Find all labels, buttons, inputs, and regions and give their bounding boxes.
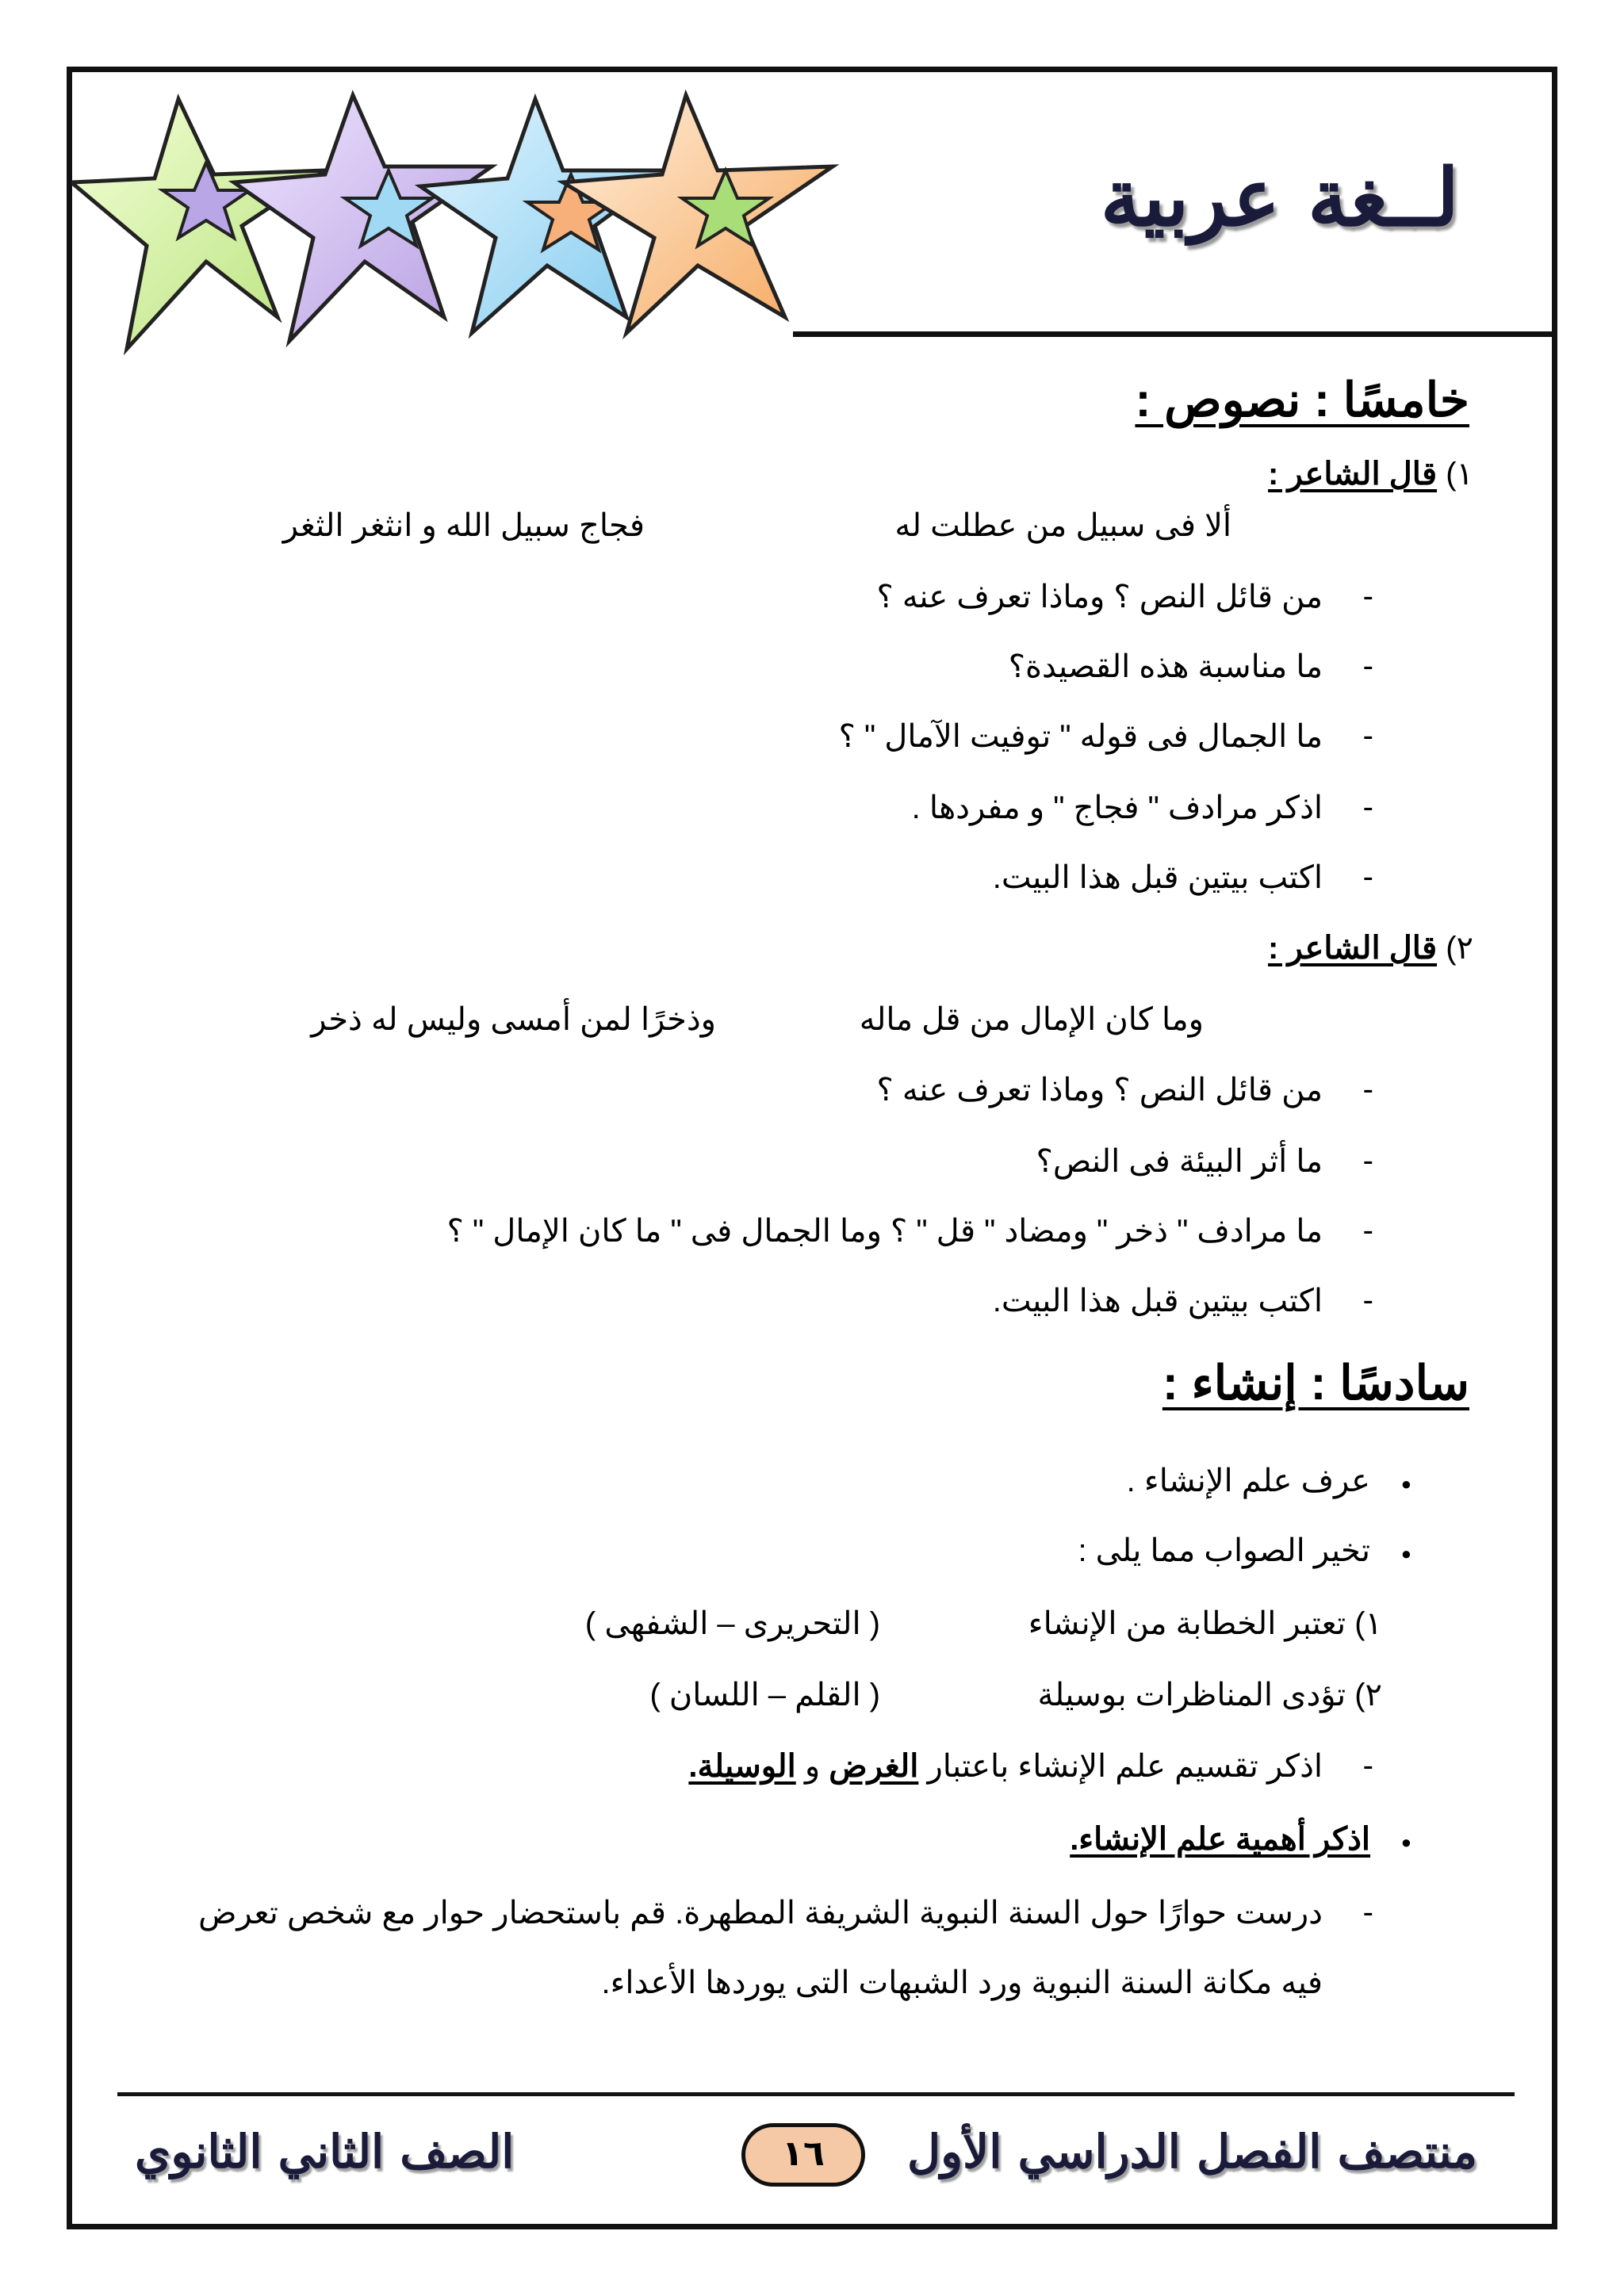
list-item-continuation: فيه مكانة السنة النبوية ورد الشبهات التى يوردها الأعداء. [601,1965,1323,2000]
choice-1-options: ( التحريرى – الشفهى ) [584,1606,880,1641]
footer-term: منتصف الفصل الدراسي الأول [907,2125,1477,2179]
list-item: - ما مناسبة هذه القصيدة؟ [1009,649,1323,685]
question-number: ٢) [1446,931,1473,966]
list-item [1070,1821,1370,1858]
footer-grade: الصف الثاني الثانوي [135,2125,515,2179]
list-item: - اذكر مرادف " فجاج " و مفردها . [912,790,1323,826]
verse-second-hemistich: وذخرًا لمن أمسى وليس له ذخر [311,1002,716,1037]
question-title-label: قال الشاعر : [1268,931,1438,966]
question-2-title [1268,930,1473,966]
choice-2-options: ( القلم – اللسان ) [649,1678,880,1712]
verse-second-hemistich: فجاج سبيل الله و انثغر الثغر [282,508,645,543]
choice-2-label: ٢) تؤدى المناظرات بوسيلة [1037,1678,1382,1712]
list-item: - ما الجمال فى قوله " توفيت الآمال " ؟ [839,718,1323,755]
item-text: و [804,1749,821,1784]
subject-title: لــغة عربية [1100,151,1459,244]
choice-1-label: ١) تعتبر الخطابة من الإنشاء [1028,1606,1382,1641]
list-item: - ما مرادف " ذخر " ومضاد " قل " ؟ وما الجمال فى " ما كان الإمال " ؟ [447,1213,1323,1249]
list-item: - من قائل النص ؟ وماذا تعرف عنه ؟ [877,1072,1323,1108]
question-1-title [1268,456,1473,492]
underlined-term: اذكر أهمية علم الإنشاء. [1070,1822,1370,1857]
list-item: ● تخير الصواب مما يلى : [1078,1533,1370,1569]
list-item: - اكتب بيتين قبل هذا البيت. [993,859,1323,896]
list-item: - ما أثر البيئة فى النص؟ [1036,1143,1323,1180]
footer-divider [117,2092,1515,2096]
list-item [688,1748,1323,1785]
question-title-label: قال الشاعر : [1268,457,1438,492]
list-item: - اكتب بيتين قبل هذا البيت. [993,1283,1323,1319]
list-item: - من قائل النص ؟ وماذا تعرف عنه ؟ [877,579,1323,615]
item-text: اذكر تقسيم علم الإنشاء باعتبار [927,1749,1323,1784]
section-heading-texts: خامسًا : نصوص : [1135,373,1469,427]
verse-first-hemistich: وما كان الإمال من قل ماله [859,1002,1204,1037]
verse-first-hemistich: ألا فى سبيل من عطلت له [894,508,1231,543]
question-number: ١) [1446,457,1473,492]
section-heading-composition: سادسًا : إنشاء : [1162,1357,1469,1410]
underlined-term: الغرض [829,1749,919,1784]
underlined-term: الوسيلة. [688,1749,796,1784]
page-number-badge: ١٦ [741,2123,865,2187]
list-item: ● عرف علم الإنشاء . [1127,1463,1370,1499]
list-item: - درست حوارًا حول السنة النبوية الشريفة المطهرة. قم باستحضار حوار مع شخص تعرض [198,1895,1323,1931]
